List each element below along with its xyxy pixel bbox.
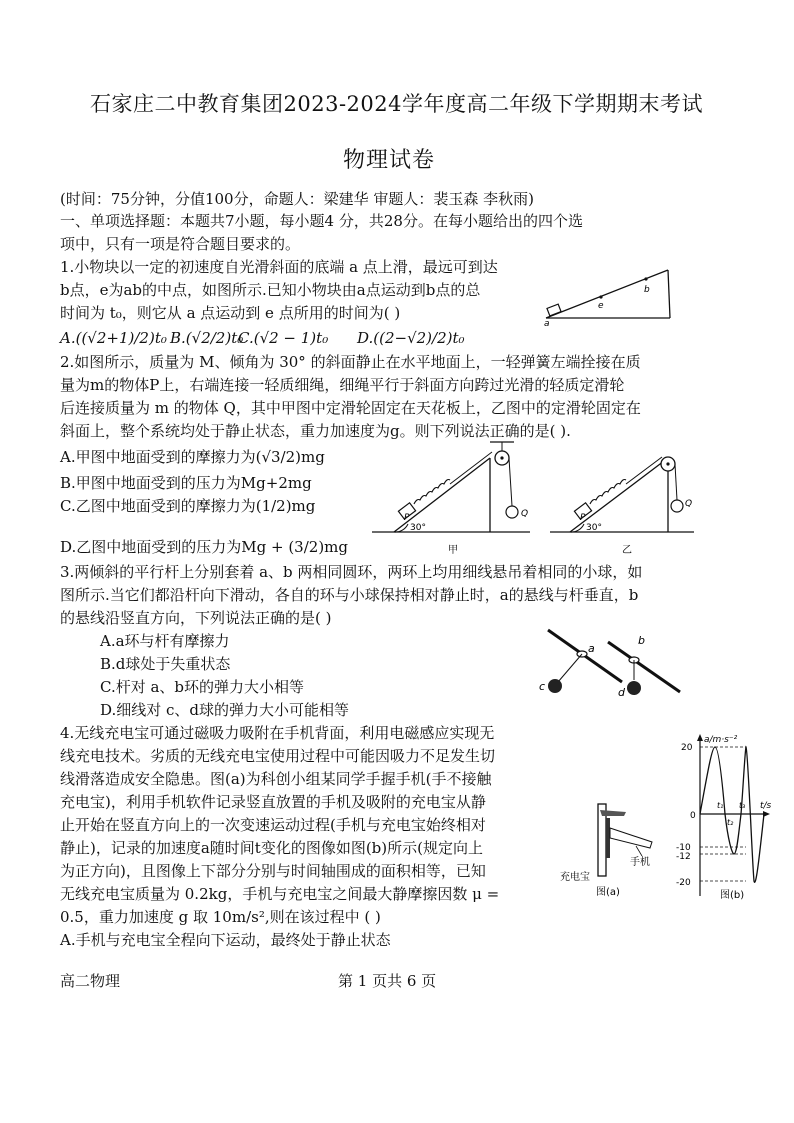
q3-option-a: A.a环与杆有摩擦力: [100, 632, 230, 650]
q4-label-t1: t₁: [717, 801, 724, 810]
q2-option-a: A.甲图中地面受到的摩擦力为(√3/2)mg: [60, 448, 325, 466]
q3-option-c: C.杆对 a、b环的弹力大小相等: [100, 678, 305, 696]
q4-caption-b: 图(b): [720, 890, 745, 901]
q4-tick-20: 20: [681, 743, 693, 753]
q1-stem-line1: 1.小物块以一定的初速度自光滑斜面的底端 a 点上滑，最远可到达: [60, 258, 498, 276]
q1-option-d: D.((2−√2)/2)t₀: [357, 329, 465, 347]
q2-label-angle2: 30°: [586, 523, 602, 533]
q4-stem-line3: 线滑落造成安全隐患。图(a)为科创小组某同学手握手机(手不接触: [60, 770, 492, 788]
q3-option-b: B.d球处于失重状态: [100, 655, 231, 673]
q1-stem-line3: 时间为 t₀，则它从 a 点运动到 e 点所用的时间为( ): [60, 304, 401, 322]
q1-option-b: B.(√2/2)t₀: [170, 329, 244, 347]
q4-caption-a: 图(a): [596, 887, 620, 898]
q2-label-q: Q: [521, 509, 529, 519]
q1-label-b: b: [644, 285, 650, 295]
q3-label-d: d: [618, 686, 625, 699]
q1-incline-figure: [538, 262, 678, 328]
q4-axis-x-label: t/s: [760, 801, 772, 811]
q2-option-c: C.乙图中地面受到的摩擦力为(1/2)mg: [60, 497, 316, 515]
q3-label-a: a: [588, 642, 595, 655]
section-heading-line2: 项中，只有一项是符合题目要求的。: [60, 235, 301, 253]
q2-label-p2: P: [580, 513, 586, 523]
q4-stem-line7: 为正方向)，且图像上下部分分别与时间轴围成的面积相等，已知: [60, 862, 486, 880]
q4-tick-neg20: -20: [676, 878, 691, 888]
q4-origin-label: 0: [690, 811, 696, 821]
exam-info: (时间：75分钟，分值100分，命题人：梁建华 审题人：裴玉森 李秋雨): [60, 190, 534, 208]
q2-stem-line2: 量为m的物体P上，右端连接一轻质细绳，细绳平行于斜面方向跨过光滑的轻质定滑轮: [60, 376, 625, 394]
q2-caption-jia: 甲: [448, 545, 458, 556]
q3-rods-figure: [530, 622, 690, 702]
q1-label-a: a: [544, 319, 550, 328]
q2-stem-line1: 2.如图所示，质量为 M、倾角为 30° 的斜面静止在水平地面上，一轻弹簧左端拴接在质: [60, 353, 641, 371]
q3-stem-line2: 图所示.当它们都沿杆向下滑动，各自的环与小球保持相对静止时，a的悬线与杆垂直，b: [60, 586, 639, 604]
q2-label-angle: 30°: [410, 523, 426, 533]
q4-option-a: A.手机与充电宝全程向下运动，最终处于静止状态: [60, 931, 391, 949]
q4-figure-b: [668, 730, 778, 902]
q4-tick-neg10: -10: [676, 843, 691, 853]
q3-label-b: b: [638, 634, 645, 647]
q4-label-t3: t₃: [739, 801, 746, 810]
q4-stem-line9: 0.5，重力加速度 g 取 10m/s²,则在该过程中 ( ): [60, 908, 381, 926]
q1-option-a: A.((√2+1)/2)t₀: [60, 329, 167, 347]
q2-figure: [372, 440, 712, 560]
q2-stem-line4: 斜面上，整个系统均处于静止状态，重力加速度为g。则下列说法正确的是( ).: [60, 422, 571, 440]
q4-label-phone: 手机: [630, 857, 650, 868]
q4-figure-a: [556, 798, 666, 900]
q4-stem-line5: 止开始在竖直方向上的一次变速运动过程(手机与充电宝始终相对: [60, 816, 486, 834]
q4-stem-line1: 4.无线充电宝可通过磁吸力吸附在手机背面，利用电磁感应实现无: [60, 724, 495, 742]
q2-option-b: B.甲图中地面受到的压力为Mg+2mg: [60, 474, 312, 492]
q2-caption-yi: 乙: [622, 545, 632, 556]
q1-stem-line2: b点，e为ab的中点，如图所示.已知小物块由a点运动到b点的总: [60, 281, 481, 299]
q3-stem-line1: 3.两倾斜的平行杆上分别套着 a、b 两相同圆环，两环上均用细线悬吊着相同的小球，如: [60, 563, 643, 581]
q4-label-t2: t₂: [727, 818, 734, 827]
q2-label-p: P: [404, 513, 410, 523]
footer-page-number: 第 1 页共 6 页: [338, 972, 437, 990]
q4-axis-y-label: a/m·s⁻²: [704, 735, 738, 745]
q4-stem-line2: 线充电技术。劣质的无线充电宝使用过程中可能因吸力不足发生切: [60, 747, 496, 765]
q1-label-e: e: [598, 301, 604, 311]
paper-subtitle: 物理试卷: [343, 148, 436, 173]
q4-stem-line8: 无线充电宝质量为 0.2kg，手机与充电宝之间最大静摩擦因数 μ =: [60, 885, 500, 903]
q1-option-c: C.(√2 − 1)t₀: [238, 329, 329, 347]
section-heading-line1: 一、单项选择题：本题共7小题，每小题4 分，共28分。在每小题给出的四个选: [60, 212, 583, 230]
q3-label-c: c: [539, 680, 546, 693]
exam-title: 石家庄二中教育集团2023-2024学年度高二年级下学期期末考试: [90, 92, 703, 116]
q3-stem-line3: 的悬线沿竖直方向，下列说法正确的是( ): [60, 609, 332, 627]
q4-stem-line6: 静止)，记录的加速度a随时间t变化的图像如图(b)所示(规定向上: [60, 839, 483, 857]
q2-label-q2: Q: [685, 499, 693, 509]
q4-label-powerbank: 充电宝: [560, 872, 590, 883]
q4-tick-neg12: -12: [676, 852, 691, 862]
q2-option-d: D.乙图中地面受到的压力为Mg + (3/2)mg: [60, 538, 348, 556]
q4-stem-line4: 充电宝)，利用手机软件记录竖直放置的手机及吸附的充电宝从静: [60, 793, 486, 811]
footer-subject: 高二物理: [60, 972, 121, 990]
q3-option-d: D.细线对 c、d球的弹力大小可能相等: [100, 701, 350, 719]
q2-stem-line3: 后连接质量为 m 的物体 Q，其中甲图中定滑轮固定在天花板上，乙图中的定滑轮固定在: [60, 399, 641, 417]
